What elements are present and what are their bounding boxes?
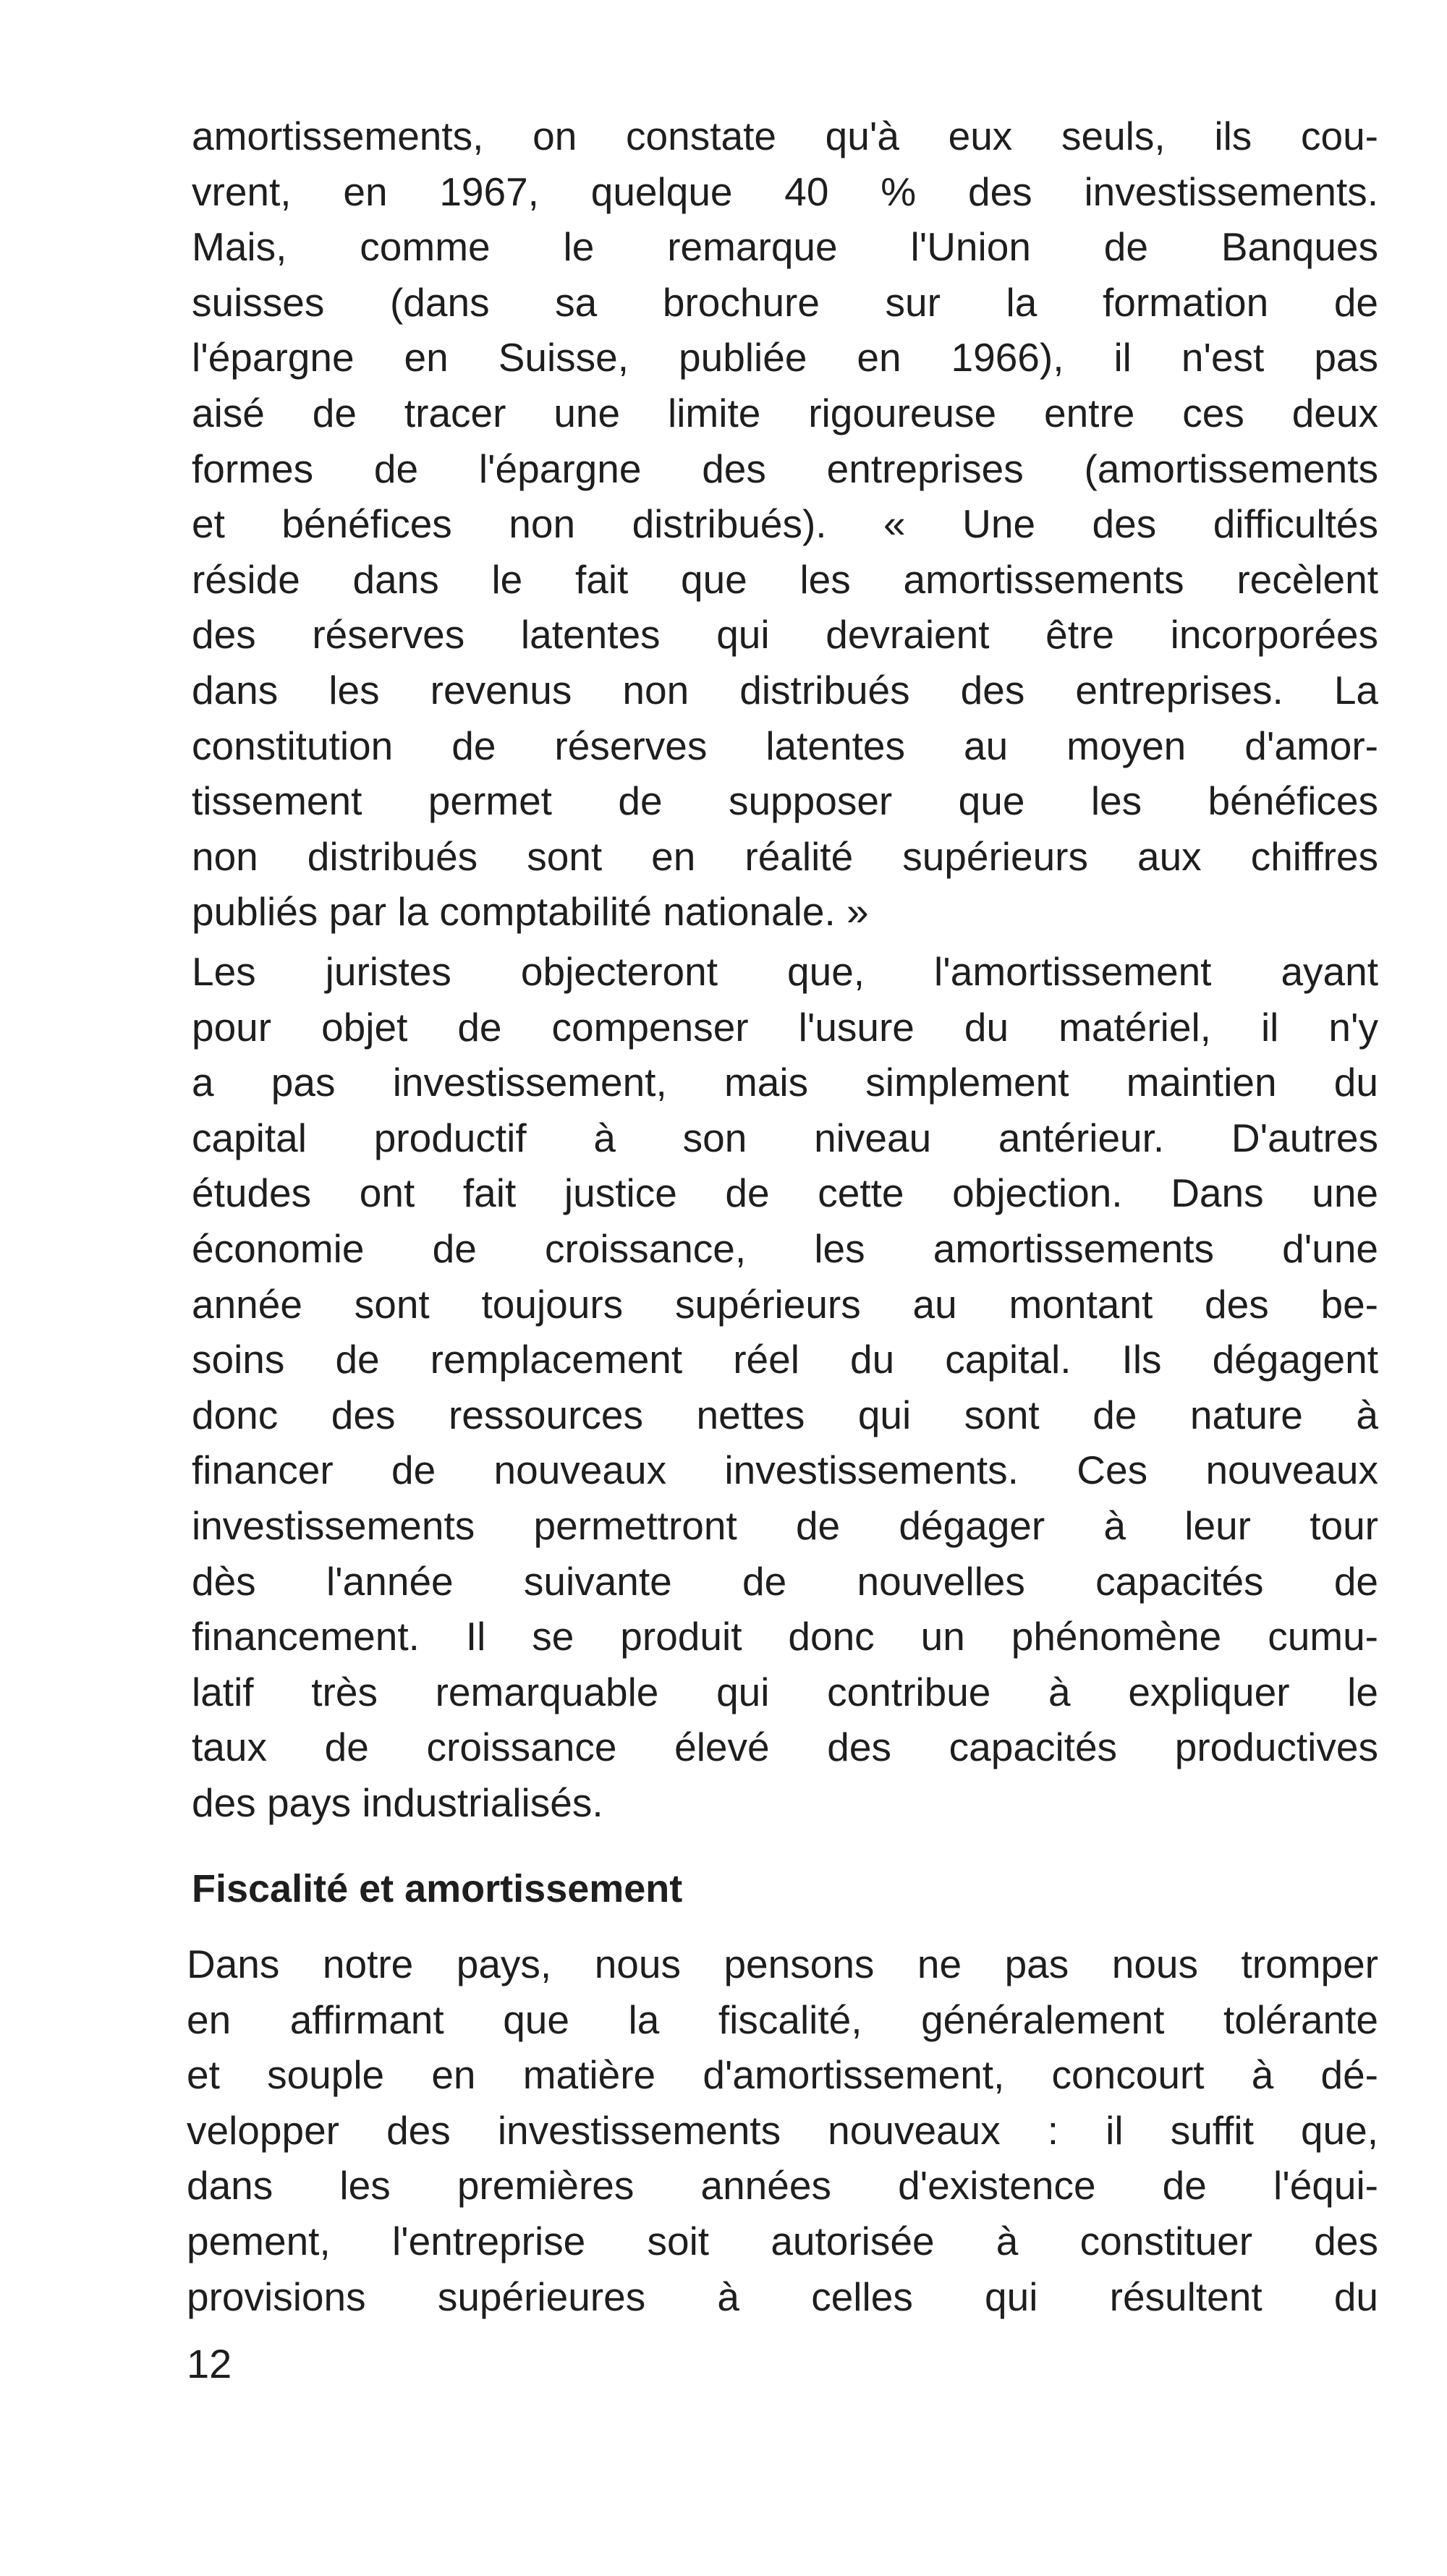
paragraph-1 — [192, 109, 1378, 940]
text-line: Les juristes objecteront que, l'amortissement ayant — [192, 949, 1378, 994]
text-line: formes de l'épargne des entreprises (amortissements — [192, 446, 1378, 491]
text-line: taux de croissance élevé des capacités productives — [192, 1725, 1378, 1770]
text-line: pement, l'entreprise soit autorisée à constituer des — [187, 2218, 1378, 2263]
text-line: Mais, comme le remarque l'Union de Banques — [192, 224, 1378, 270]
text-line: tissement permet de supposer que les bénéfices — [192, 778, 1378, 824]
text-line: et souple en matière d'amortissement, concourt à dé- — [187, 2052, 1378, 2098]
text-line: amortissements, on constate qu'à eux seuls, ils cou- — [192, 114, 1378, 158]
text-line: dès l'année suivante de nouvelles capacités de — [192, 1558, 1378, 1604]
paragraph-2 — [192, 944, 1378, 1831]
text-line: des pays industrialisés. — [192, 1780, 603, 1825]
text-line: capital productif à son niveau antérieur. D'autres — [192, 1115, 1378, 1160]
text-line: et bénéfices non distribués). « Une des difficultés — [192, 501, 1378, 547]
text-line: pour objet de compenser l'usure du matériel, il n'y — [192, 1004, 1378, 1050]
text-line: non distribués sont en réalité supérieurs aux chiffres — [192, 833, 1378, 879]
text-line: a pas investissement, mais simplement maintien du — [192, 1060, 1378, 1105]
text-line: constitution de réserves latentes au moyen d'amor- — [192, 723, 1378, 768]
text-line: investissements permettront de dégager à leur tour — [192, 1502, 1378, 1548]
text-line: latif très remarquable qui contribue à expliquer le — [192, 1669, 1378, 1714]
text-line: des réserves latentes qui devraient être incorporées — [192, 612, 1378, 658]
text-line: en affirmant que la fiscalité, généralement tolérante — [187, 1997, 1378, 2042]
text-line: soins de remplacement réel du capital. Ils dégagent — [192, 1337, 1378, 1382]
text-line: réside dans le fait que les amortissements recèlent — [192, 556, 1378, 602]
text-line: l'épargne en Suisse, publiée en 1966), il n'est pas — [192, 335, 1378, 381]
text-line: provisions supérieures à celles qui résultent du — [187, 2274, 1378, 2319]
text-line: suisses (dans sa brochure sur la formation de — [192, 279, 1378, 325]
text-line: publiés par la comptabilité nationale. » — [192, 889, 869, 935]
page-number: 12 — [187, 2341, 232, 2386]
text-line: année sont toujours supérieurs au montant des be- — [192, 1281, 1378, 1327]
text-line: donc des ressources nettes qui sont de nature à — [192, 1392, 1378, 1437]
text-line: dans les revenus non distribués des entreprises. La — [192, 667, 1378, 713]
text-line: financer de nouveaux investissements. Ces nouveaux — [192, 1448, 1378, 1493]
paragraph-3 — [187, 1937, 1378, 2324]
text-line: économie de croissance, les amortissements d'une — [192, 1225, 1378, 1271]
section-heading: Fiscalité et amortissement — [192, 1867, 683, 1910]
text-line: velopper des investissements nouveaux : il suffit que, — [187, 2107, 1378, 2153]
text-line: aisé de tracer une limite rigoureuse entre ces deux — [192, 390, 1378, 435]
text-line: études ont fait justice de cette objection. Dans une — [192, 1170, 1378, 1216]
text-line: dans les premières années d'existence de l'équi- — [187, 2163, 1378, 2209]
text-line: Dans notre pays, nous pensons ne pas nous tromper — [187, 1942, 1378, 1986]
text-line: financement. Il se produit donc un phénomène cumu- — [192, 1614, 1378, 1659]
text-line: vrent, en 1967, quelque 40 % des investissements. — [192, 169, 1378, 214]
